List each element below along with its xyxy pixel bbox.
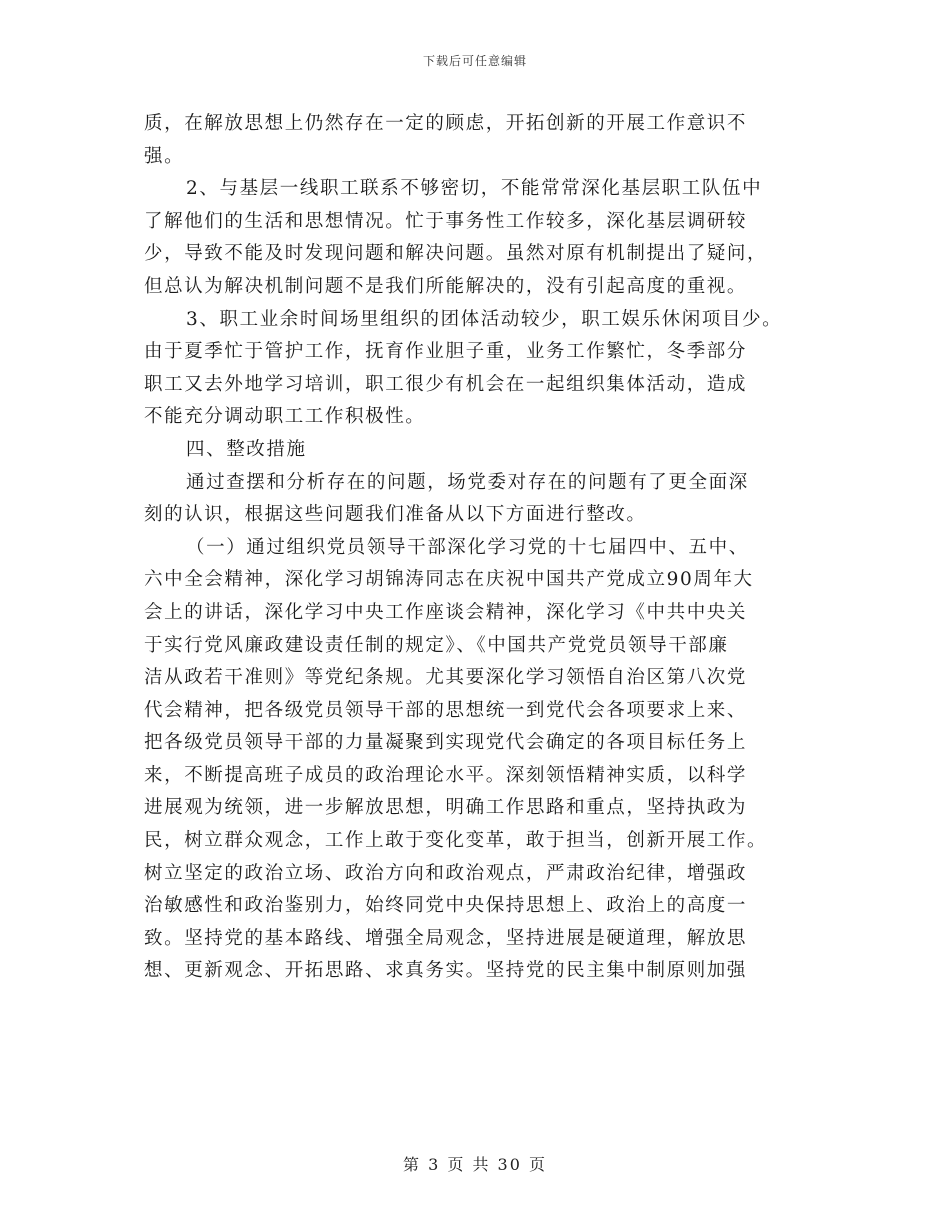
body-line: 洁从政若干准则》等党纪条规。尤其要深化学习领悟自治区第八次党 (144, 667, 748, 689)
page-number: 第 3 页 共 30 页 (403, 1155, 547, 1174)
body-line: 想、更新观念、开拓思路、求真务实。坚持党的民主集中制原则加强 (144, 960, 748, 982)
body-line: 刻的认识，根据这些问题我们准备从以下方面进行整改。 (144, 504, 647, 526)
body-line: 六中全会精神，深化学习胡锦涛同志在庆祝中国共产党成立90周年大 (144, 569, 754, 591)
page-header-note: 下载后可任意编辑 (422, 54, 527, 68)
body-line: 来，不断提高班子成员的政治理论水平。深刻领悟精神实质，以科学 (144, 764, 748, 786)
body-line: 不能充分调动职工工作积极性。 (144, 406, 426, 428)
body-line: 会上的讲话，深化学习中央工作座谈会精神，深化学习《中共中央关 (144, 601, 748, 623)
body-line: 民，树立群众观念，工作上敢于变化变革，敢于担当，创新开展工作。 (144, 830, 768, 852)
body-line: 强。 (144, 145, 185, 167)
body-line: 了解他们的生活和思想情况。忙于事务性工作较多，深化基层调研较 (144, 210, 748, 232)
body-line: 治敏感性和政治鉴别力，始终同党中央保持思想上、政治上的高度一 (144, 895, 748, 917)
body-line: 进展观为统领，进一步解放思想，明确工作思路和重点，坚持执政为 (144, 797, 748, 819)
body-line: 2、与基层一线职工联系不够密切，不能常常深化基层职工队伍中 (186, 178, 763, 200)
body-line: 职工又去外地学习培训，职工很少有机会在一起组织集体活动，造成 (144, 373, 748, 395)
body-line: 把各级党员领导干部的力量凝聚到实现党代会确定的各项目标任务上 (144, 732, 748, 754)
body-line: 3、职工业余时间场里组织的团体活动较少，职工娱乐休闲项目少。 (186, 308, 783, 330)
body-line: 致。坚持党的基本路线、增强全局观念，坚持进展是硬道理，解放思 (144, 927, 748, 949)
body-line: 但总认为解决机制问题不是我们所能解决的，没有引起高度的重视。 (144, 275, 748, 297)
body-line: 代会精神，把各级党员领导干部的思想统一到党代会各项要求上来、 (144, 699, 748, 721)
body-line: 树立坚定的政治立场、政治方向和政治观点，严肃政治纪律，增强政 (144, 862, 748, 884)
body-line: 通过查摆和分析存在的问题，场党委对存在的问题有了更全面深 (186, 471, 749, 493)
body-line: 由于夏季忙于管护工作，抚育作业胆子重，业务工作繁忙，冬季部分 (144, 341, 748, 363)
document-body (144, 108, 809, 988)
body-line: （一）通过组织党员领导干部深化学习党的十七届四中、五中、 (186, 536, 749, 558)
body-line: 质，在解放思想上仍然存在一定的顾虑，开拓创新的开展工作意识不 (144, 113, 748, 134)
body-line: 四、整改措施 (186, 438, 307, 460)
body-line: 于实行党风廉政建设责任制的规定》、《中国共产党党员领导干部廉 (144, 634, 729, 656)
body-line: 少，导致不能及时发现问题和解决问题。虽然对原有机制提出了疑问， (144, 243, 768, 265)
